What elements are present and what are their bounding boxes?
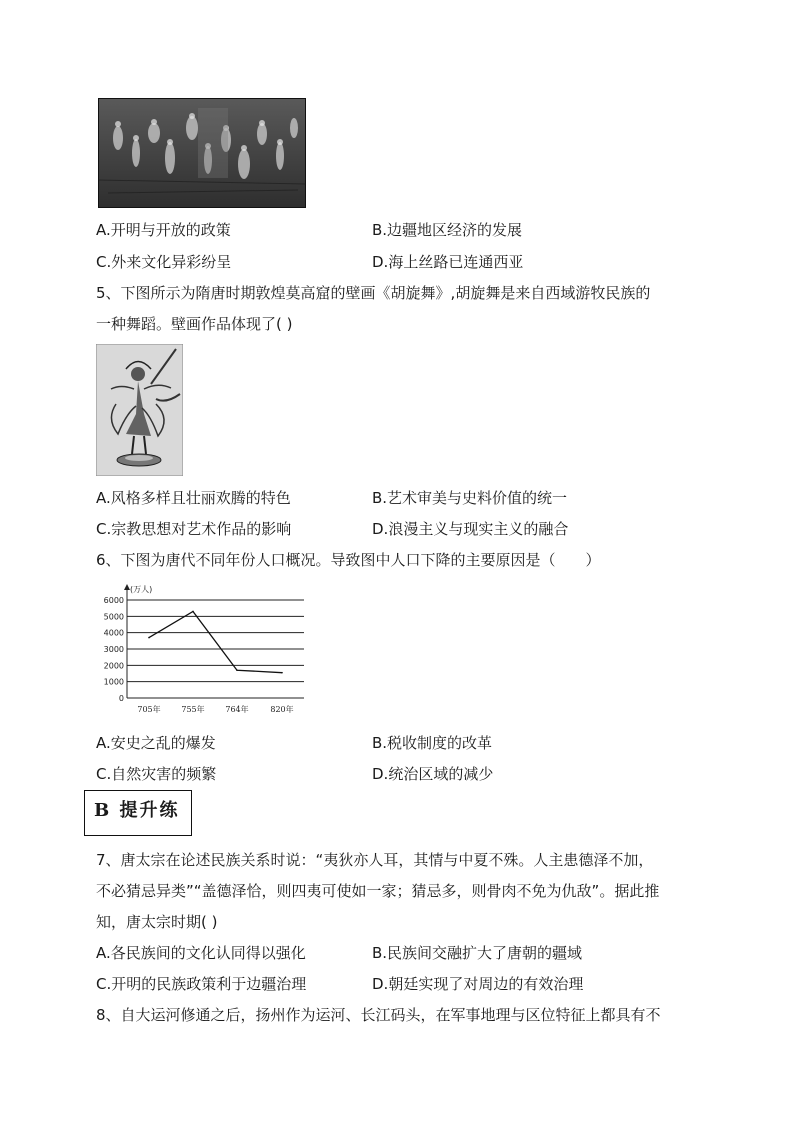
data-point — [192, 611, 194, 613]
data-point — [281, 672, 283, 674]
q5-option-c[interactable]: C.宗教思想对艺术作品的影响 — [96, 520, 292, 538]
q7-stem-line1: 7、唐太宗在论述民族关系时说：“夷狄亦人耳，其情与中夏不殊。人主患德泽不加， — [96, 851, 654, 869]
population-series-line — [149, 611, 282, 672]
data-point — [236, 669, 238, 671]
q4-option-d[interactable]: D.海上丝路已连通西亚 — [372, 253, 524, 271]
q5-stem-line1: 5、下图所示为隋唐时期敦煌莫高窟的壁画《胡旋舞》,胡旋舞是来自西域游牧民族的 — [96, 284, 651, 302]
q4-option-a[interactable]: A.开明与开放的政策 — [96, 221, 231, 239]
q6-option-a[interactable]: A.安史之乱的爆发 — [96, 734, 216, 752]
q4-option-c[interactable]: C.外来文化异彩纷呈 — [96, 253, 232, 271]
x-tick-label: 705年 — [137, 705, 161, 714]
q7-stem-line2: 不必猜忌异类”“盖德泽恰，则四夷可使如一家；猜忌多，则骨肉不免为仇敌”。据此推 — [96, 882, 660, 900]
q5-stem-line2: 一种舞蹈。壁画作品体现了( ) — [96, 315, 293, 333]
section-label: B 提升练 — [94, 800, 180, 821]
y-tick-label: 6000 — [103, 596, 124, 605]
y-axis-label: (万人) — [130, 585, 153, 594]
y-tick-label: 0 — [118, 694, 124, 703]
data-point — [148, 637, 150, 639]
y-tick-label: 3000 — [103, 645, 124, 654]
q7-option-b[interactable]: B.民族间交融扩大了唐朝的疆域 — [372, 944, 583, 962]
q6-option-b[interactable]: B.税收制度的改革 — [372, 734, 493, 752]
huxuan-dance-graphic — [96, 344, 183, 476]
q7-stem-line3: 知，唐太宗时期( ) — [96, 913, 218, 931]
q4-option-b[interactable]: B.边疆地区经济的发展 — [372, 221, 523, 239]
huxuan-dance-mural — [96, 344, 183, 476]
mural-photo-graphic — [98, 98, 306, 208]
q7-option-c[interactable]: C.开明的民族政策利于边疆治理 — [96, 975, 307, 993]
x-tick-label: 755年 — [181, 705, 205, 714]
q5-option-a[interactable]: A.风格多样且壮丽欢腾的特色 — [96, 489, 291, 507]
x-tick-label: 764年 — [225, 705, 249, 714]
population-chart-svg — [96, 582, 312, 722]
y-tick-label: 2000 — [103, 661, 124, 671]
q8-stem-line1: 8、自大运河修通之后，扬州作为运河、长江码头，在军事地理与区位特征上都具有不 — [96, 1006, 661, 1024]
q6-stem-line1: 6、下图为唐代不同年份人口概况。导致图中人口下降的主要原因是（ ） — [96, 551, 601, 569]
mural-photo — [98, 98, 306, 208]
q5-option-b[interactable]: B.艺术审美与史料价值的统一 — [372, 489, 568, 507]
y-tick-label: 1000 — [103, 677, 124, 687]
x-tick-label: 820年 — [270, 705, 294, 714]
population-chart — [96, 582, 312, 722]
q6-option-d[interactable]: D.统治区域的减少 — [372, 765, 494, 783]
q6-option-c[interactable]: C.自然灾害的频繁 — [96, 765, 217, 783]
section-label-box — [84, 790, 192, 836]
q7-option-a[interactable]: A.各民族间的文化认同得以强化 — [96, 944, 306, 962]
q7-option-d[interactable]: D.朝廷实现了对周边的有效治理 — [372, 975, 584, 993]
y-tick-label: 4000 — [103, 628, 124, 638]
y-tick-label: 5000 — [103, 612, 124, 622]
q5-option-d[interactable]: D.浪漫主义与现实主义的融合 — [372, 520, 569, 538]
